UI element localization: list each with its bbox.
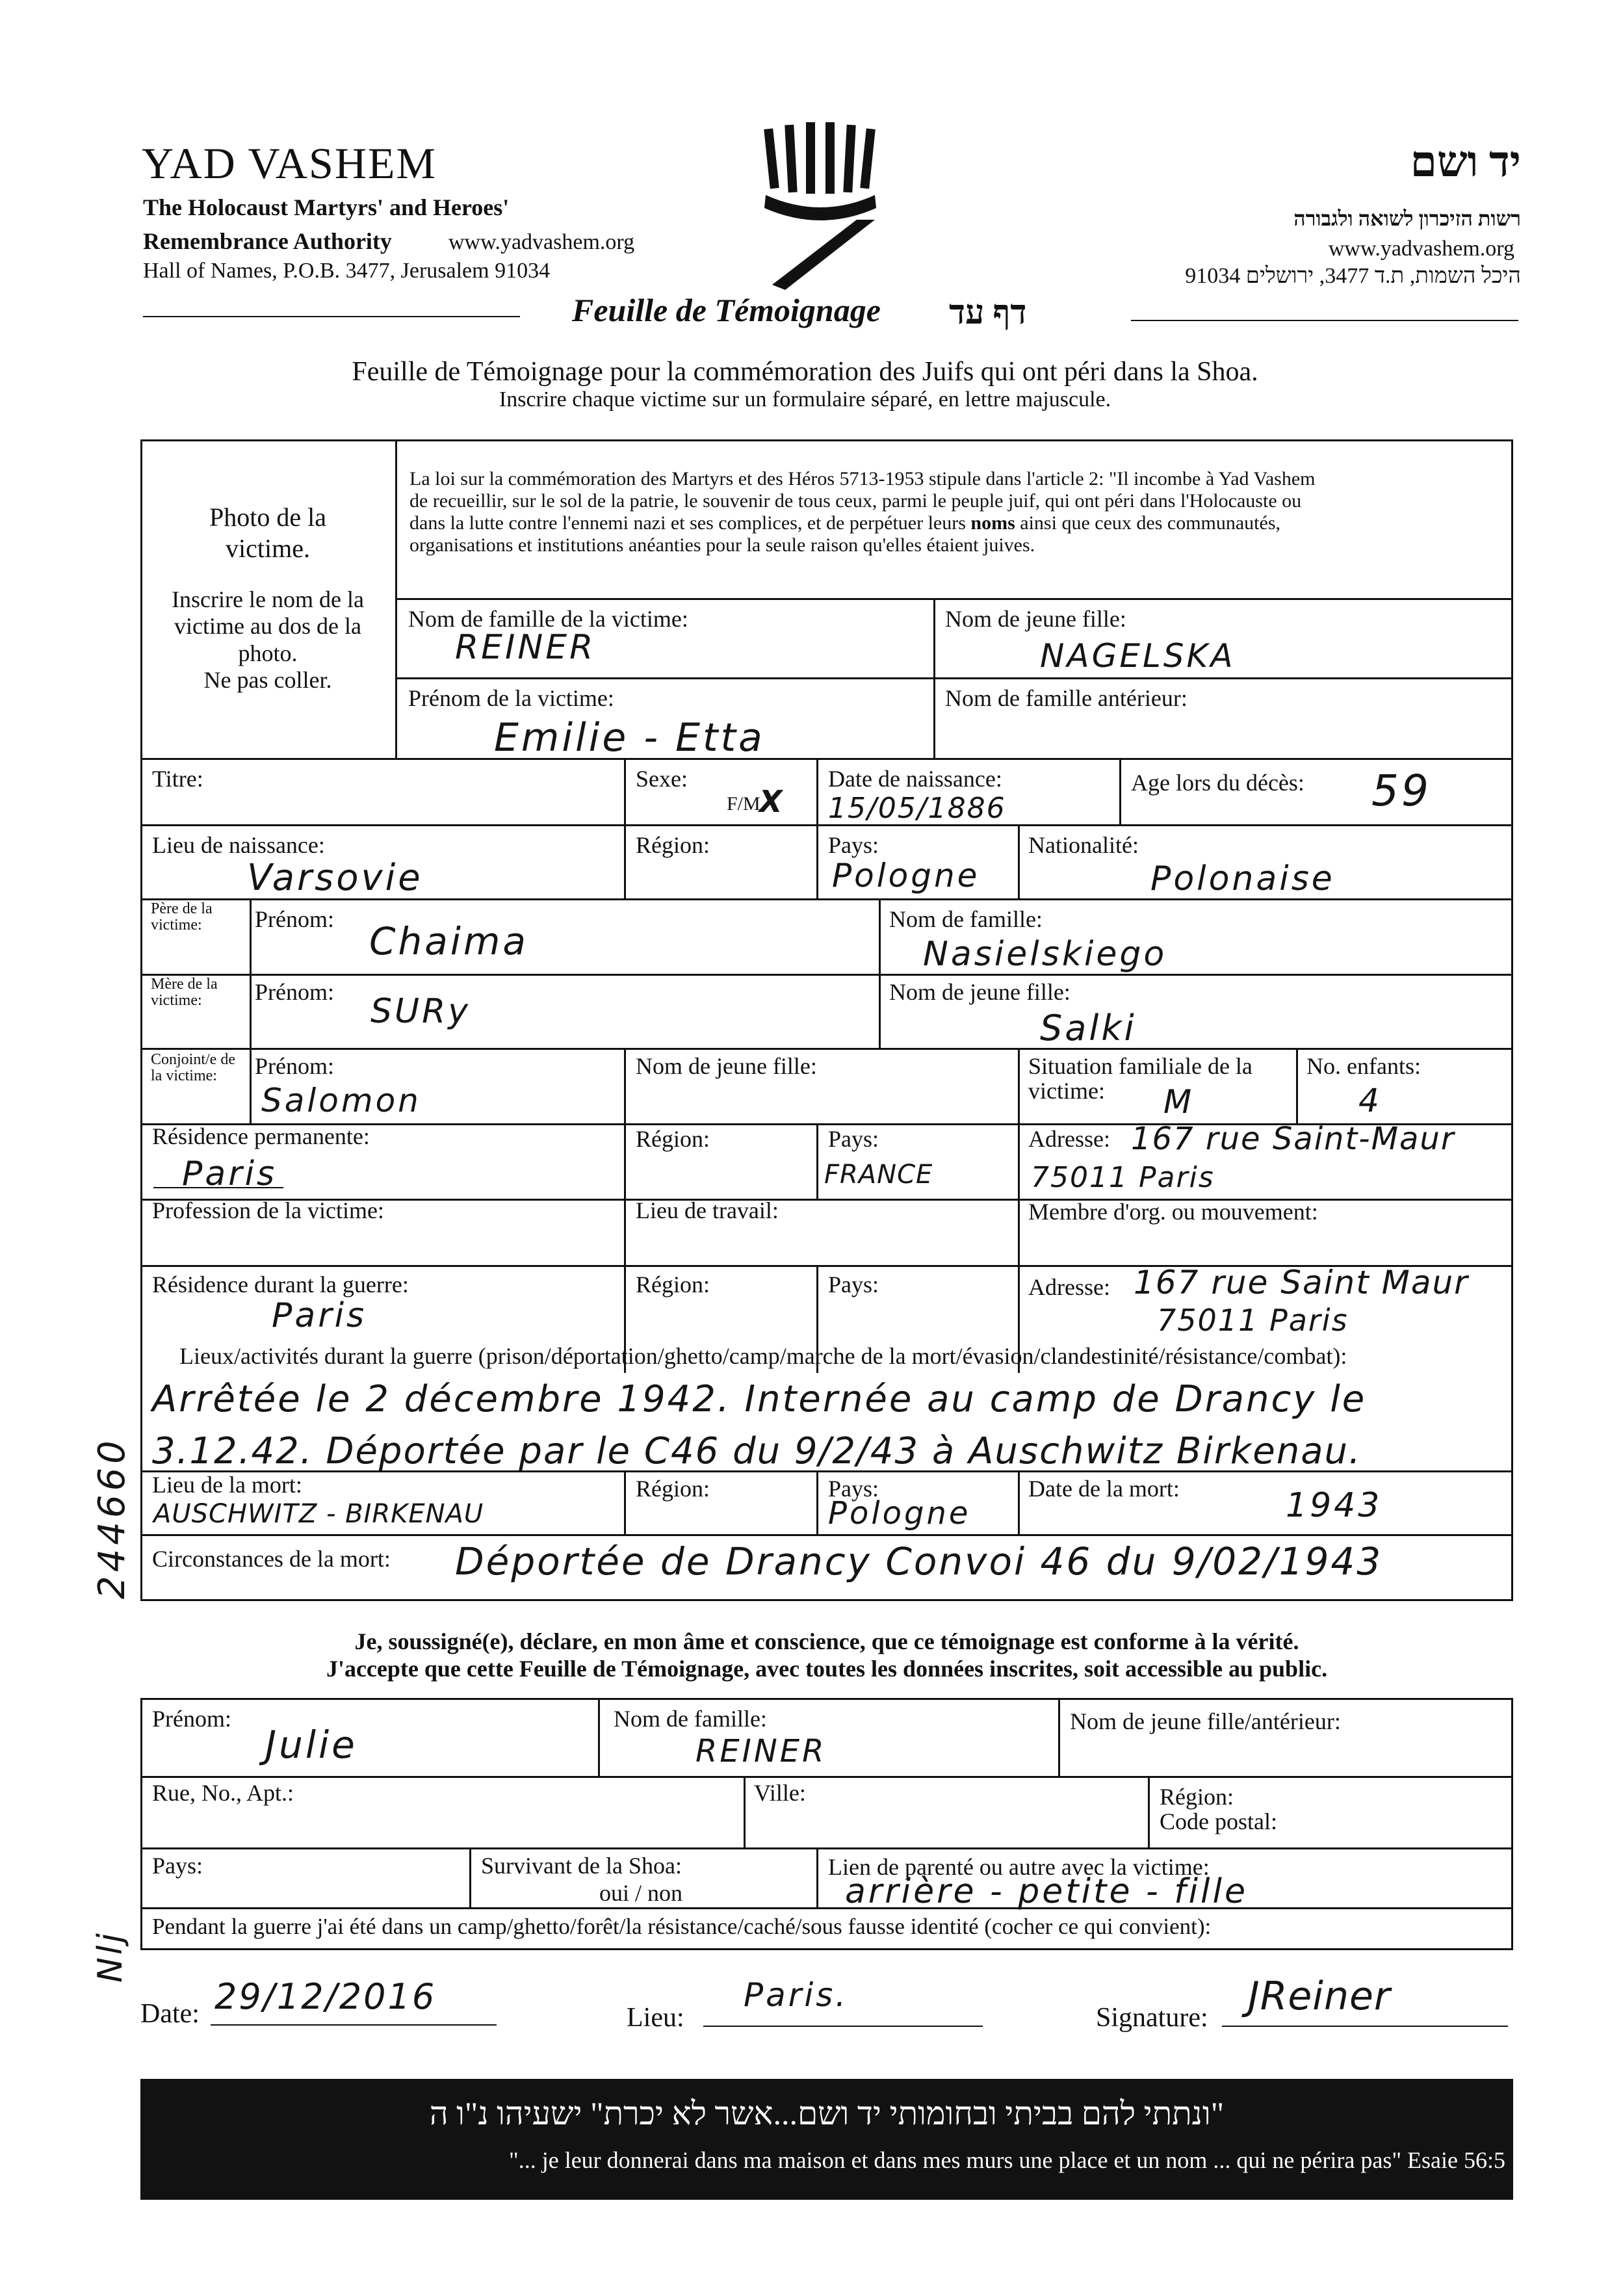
label-nb-enfants: No. enfants: (1306, 1053, 1421, 1079)
sexe-options: F/M (727, 793, 760, 815)
value-pays-naissance[interactable]: Pologne (832, 857, 980, 894)
label-membre-org: Membre d'org. ou mouvement: (1028, 1199, 1318, 1225)
header-rule-right (1131, 320, 1518, 321)
label-survivant: Survivant de la Shoa: (481, 1853, 682, 1879)
form-title: Feuille de Témoignage (572, 292, 881, 328)
value-nationalite[interactable]: Polonaise (1150, 859, 1335, 898)
label-lieu: Lieu: (627, 2003, 684, 2033)
footer-hebrew-quote: "ונתתי להם בביתי ובחומותי יד ושם...אשר לא יכרת" ישעיהו נ"ו ה (429, 2095, 1225, 2132)
label-mere-jeune-fille: Nom de jeune fille: (889, 979, 1071, 1005)
address-en: Hall of Names, P.O.B. 3477, Jerusalem 91034 (143, 259, 551, 283)
label-sub-prenom: Prénom: (152, 1706, 231, 1732)
value-oui-non[interactable]: oui / non (599, 1880, 683, 1906)
label-sub-nom-jf: Nom de jeune fille/antérieur: (1070, 1708, 1341, 1734)
label-conjoint-jeune-fille: Nom de jeune fille: (636, 1053, 817, 1079)
label-region-guerre: Région: (636, 1272, 710, 1298)
value-adresse-perm-2[interactable]: 75011 Paris (1031, 1161, 1215, 1194)
label-region-naissance: Région: (636, 832, 710, 858)
label-circonstances: Circonstances de la mort: (152, 1546, 391, 1572)
value-sub-prenom[interactable]: Julie (265, 1723, 357, 1767)
value-pere-prenom[interactable]: Chaima (369, 919, 528, 963)
value-adresse-guerre-2[interactable]: 75011 Paris (1157, 1303, 1349, 1338)
label-mere-prenom: Prénom: (255, 979, 334, 1005)
label-sub-pays: Pays: (152, 1853, 203, 1879)
form-instruction: Inscrire chaque victime sur un formulaire séparé, en lettre majuscule. (499, 387, 1111, 411)
org-name-he: יד ושם (1410, 138, 1521, 186)
label-conjoint-prenom: Prénom: (255, 1053, 334, 1079)
label-date: Date: (140, 1999, 200, 2029)
photo-note: Inscrire le nom de la victime au dos de la photo. Ne pas coller. (172, 586, 364, 694)
label-lieux-activites: Lieux/activités durant la guerre (prison/déportation/ghetto/camp/marche de la mort/évasion/clandestinité/résistance/combat): (179, 1343, 1347, 1369)
footer-french-quote: "... je leur donnerai dans ma maison et dans mes murs une place et un nom ... qui ne périra pas" Esaie 56:5 (509, 2147, 1505, 2173)
value-residence-guerre[interactable]: Paris (272, 1296, 367, 1335)
value-date-mort[interactable]: 1943 (1286, 1486, 1383, 1525)
label-nom-jeune-fille: Nom de jeune fille: (945, 606, 1126, 632)
label-rue: Rue, No., Apt.: (152, 1780, 294, 1806)
label-residence-perm: Résidence permanente: (152, 1123, 370, 1149)
value-lieu[interactable]: Paris. (744, 1976, 849, 2014)
value-age-deces[interactable]: 59 (1371, 766, 1431, 816)
header-rule-left (143, 316, 520, 317)
label-lien-parente: Lien de parenté ou autre avec la victime: (828, 1854, 1210, 1880)
address-he: היכל השמות, ת.ד 3477, ירושלים 91034 (1185, 264, 1521, 288)
label-nom-anterieur: Nom de famille antérieur: (945, 685, 1188, 711)
label-sub-nom: Nom de famille: (614, 1706, 767, 1732)
form-title-he: דף עד (949, 294, 1027, 332)
label-lieu-travail: Lieu de travail: (636, 1197, 779, 1223)
value-pays-perm[interactable]: FRANCE (824, 1160, 933, 1190)
label-profession: Profession de la victime: (152, 1197, 384, 1223)
label-titre: Titre: (152, 766, 203, 792)
value-lieu-mort[interactable]: AUSCHWITZ - BIRKENAU (153, 1499, 484, 1529)
label-signature: Signature: (1096, 2003, 1208, 2033)
label-adresse-guerre: Adresse: (1028, 1274, 1110, 1300)
label-region-mort: Région: (636, 1476, 710, 1502)
label-pays-guerre: Pays: (828, 1272, 879, 1298)
value-activites-2[interactable]: 3.12.42. Déportée par le C46 du 9/2/43 à Auschwitz Birkenau. (152, 1430, 1362, 1472)
label-prenom-victime: Prénom de la victime: (408, 685, 614, 711)
margin-initials: Nlj (91, 1931, 130, 1983)
value-nom-jeune-fille[interactable]: NAGELSKA (1040, 637, 1236, 675)
law-text: La loi sur la commémoration des Martyrs et des Héros 5713-1953 stipule dans l'article 2: "Il incombe à Yad Vashem de recueillir, sur le sol de la patrie, le souvenir de tous ceux, parmi le peuple juif, qui ont péri dans l'Holocauste ou dans la lutte contre l'ennemi nazi et ses complices, et de perpétuer leurs noms ainsi que ceux des communautés, organisations et institutions anéanties pour la seule raison qu'elles étaient juives. (409, 468, 1316, 556)
value-nom-famille[interactable]: REINER (455, 628, 596, 667)
label-lieu-naissance: Lieu de naissance: (152, 832, 325, 858)
label-date-naissance: Date de naissance: (828, 766, 1002, 792)
declaration-2: J'accepte que cette Feuille de Témoignage, avec toutes les données inscrites, soit accessible au public. (326, 1656, 1328, 1682)
yad-vashem-logo (759, 122, 883, 293)
photo-title: Photo de la victime. (209, 502, 326, 563)
value-activites-1[interactable]: Arrêtée le 2 décembre 1942. Internée au camp de Drancy le (152, 1378, 1367, 1420)
label-date-mort: Date de la mort: (1028, 1476, 1180, 1502)
value-sub-nom[interactable]: REINER (695, 1733, 827, 1769)
label-nom-famille: Nom de famille de la victime: (408, 606, 688, 632)
label-pere-prenom: Prénom: (255, 906, 334, 932)
label-pendant-guerre: Pendant la guerre j'ai été dans un camp/ghetto/forêt/la résistance/caché/sous fausse identité (cocher ce qui convient): (152, 1914, 1212, 1939)
label-adresse-perm: Adresse: (1028, 1126, 1110, 1152)
margin-number: 244660 (91, 1437, 133, 1599)
value-nb-enfants[interactable]: 4 (1358, 1082, 1382, 1119)
value-prenom-victime[interactable]: Emilie - Etta (494, 715, 765, 761)
value-pays-mort[interactable]: Pologne (828, 1495, 971, 1532)
signature[interactable]: JReiner (1248, 1974, 1391, 2019)
value-mere-jeune-fille[interactable]: Salki (1040, 1008, 1137, 1049)
value-lien-parente[interactable]: arrière - petite - fille (845, 1872, 1248, 1911)
value-mere-prenom[interactable]: SURy (370, 992, 471, 1031)
value-circonstances[interactable]: Déportée de Drancy Convoi 46 du 9/02/1943 (455, 1539, 1383, 1584)
label-residence-guerre: Résidence durant la guerre: (152, 1272, 409, 1298)
sexe-mark[interactable]: X (759, 784, 785, 819)
value-pere-nom[interactable]: Nasielskiego (923, 935, 1167, 974)
authority-he: רשות הזיכרון לשואה ולגבורה (1293, 207, 1521, 230)
value-conjoint-prenom[interactable]: Salomon (261, 1082, 421, 1119)
label-mere: Mère de la victime: (151, 976, 218, 1010)
label-situation: Situation familiale de la victime: (1028, 1053, 1253, 1104)
label-pere-nom: Nom de famille: (889, 906, 1043, 932)
label-sexe: Sexe: (636, 766, 688, 792)
label-pays-perm: Pays: (828, 1126, 879, 1152)
label-pere: Père de la victime: (151, 900, 213, 934)
value-date[interactable]: 29/12/2016 (214, 1976, 437, 2017)
label-conjoint: Conjoint/e de la victime: (151, 1051, 235, 1085)
label-pays-naissance: Pays: (828, 832, 879, 858)
value-situation[interactable]: M (1163, 1083, 1195, 1121)
website-he: www.yadvashem.org (1328, 237, 1514, 261)
org-name-en: YAD VASHEM (142, 138, 437, 188)
label-lieu-mort: Lieu de la mort: (152, 1472, 302, 1498)
declaration-1: Je, soussigné(e), déclare, en mon âme et conscience, que ce témoignage est conforme à la vérité. (354, 1628, 1299, 1654)
label-region-perm: Région: (636, 1126, 710, 1152)
value-date-naissance[interactable]: 15/05/1886 (828, 792, 1006, 825)
value-adresse-guerre-1[interactable]: 167 rue Saint Maur (1134, 1264, 1469, 1301)
value-adresse-perm-1[interactable]: 167 rue Saint-Maur (1131, 1121, 1455, 1157)
label-pays-mort: Pays: (828, 1476, 879, 1502)
label-ville: Ville: (754, 1780, 806, 1806)
label-age-deces: Age lors du décès: (1131, 770, 1305, 796)
label-region-cp: Région: Code postal: (1160, 1784, 1277, 1834)
authority-line-2: Remembrance Authority (143, 228, 392, 254)
value-lieu-naissance[interactable]: Varsovie (247, 857, 423, 899)
authority-line-1: The Holocaust Martyrs' and Heroes' (143, 194, 510, 220)
value-residence-perm[interactable]: Paris (182, 1155, 278, 1194)
form-subtitle: Feuille de Témoignage pour la commémoration des Juifs qui ont péri dans la Shoa. (352, 357, 1258, 387)
website-en: www.yadvashem.org (448, 230, 635, 254)
label-nationalite: Nationalité: (1028, 832, 1139, 858)
